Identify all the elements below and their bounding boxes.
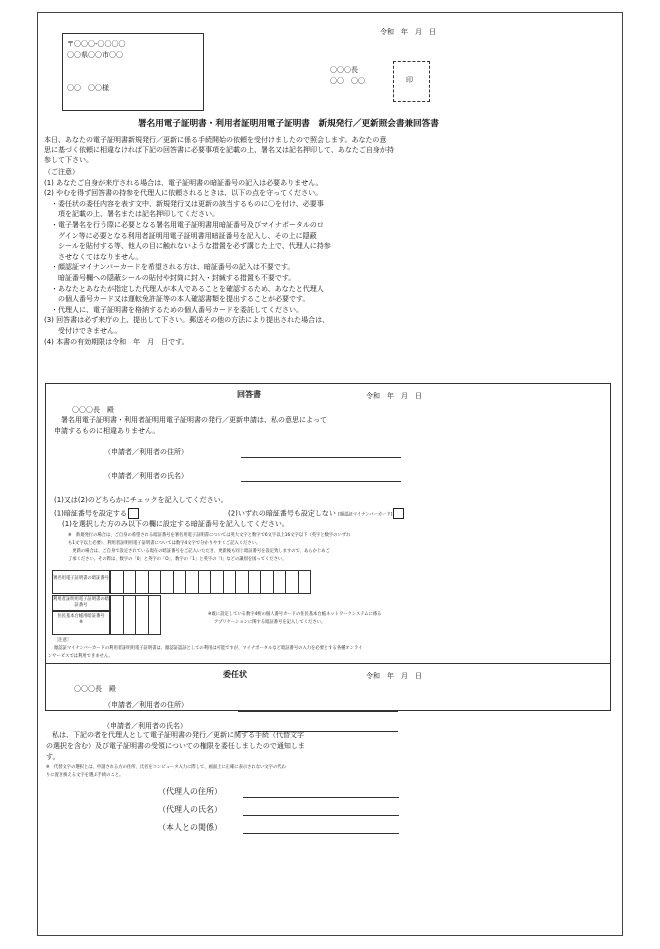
pin-digit-cell[interactable] xyxy=(148,595,162,635)
note-line: の個人番号カード又は運転免許証等の本人確認書類を提出することが必要です。 xyxy=(44,295,310,304)
intro-line: 参して下さい。 xyxy=(44,156,93,164)
pin-label-user-text: 利用者証明用電子証明書の暗証番号 xyxy=(53,597,109,608)
delegation-body-line: の選択を含む）及び電子証明書の受領についての権限を委任しましたので通知しま xyxy=(46,742,305,750)
pin-instruction: (1)を選択した方のみ以下の欄に設定する暗証番号を記入してください。 xyxy=(62,520,289,528)
pin-label-resident-mark: ※ xyxy=(79,620,83,625)
option-no-pin-checkbox[interactable] xyxy=(393,508,404,519)
note-line: ・委任状の委任内容を表す文中、新規発行又は更新の該当するものに〇を付け、必要事 xyxy=(44,199,324,208)
recipient-address-box xyxy=(62,33,204,111)
pin-label-resident xyxy=(52,611,110,635)
note-line: ・電子署名を行う際に必要となる署名用電子証明書用暗証番号及びマイナポータルのロ xyxy=(44,221,324,229)
pin-digit-cell[interactable] xyxy=(160,570,174,594)
check-instruction: (1)又は(2)のどちらかにチェックを記入してください。 xyxy=(54,496,228,504)
pin-note-line: ※ 新規発行の場合は、ご自身の希望される暗証番号を署名用電子証明書については英大文字と数字で6文字以上16文字以下（英字と数字のいずれ xyxy=(68,533,351,538)
answer-title: 回答書 xyxy=(237,390,261,399)
note-line: ・あなたとあなたが指定した代理人が本人であることを確認するため、あなたと代理人 xyxy=(44,284,324,293)
note-line: ・代理人に、電子証明書を格納するための個人番号カードを委託してください。 xyxy=(44,305,303,314)
pin-note-line: 了承ください。その際は、数字の「0」と英字の「O」、数字の「1」と英字の「I」などの識別を図ってください。 xyxy=(68,557,287,562)
agent-name-field[interactable] xyxy=(243,815,399,816)
pin-digit-cell[interactable] xyxy=(198,570,212,594)
applicant-address-label: （申請者／利用者の住所） xyxy=(104,448,188,456)
option-set-pin[interactable] xyxy=(54,508,140,519)
delegation-name-label: （申請者／利用者の氏名） xyxy=(103,722,187,730)
grid-note-line: ※既に設定している数字4桁の個人番号カードの住民基本台帳ネットワークシステムに係る xyxy=(208,612,382,617)
agent-name-label: （代理人の氏名） xyxy=(158,805,222,814)
delegation-note-line: ※ 代替文字の選択とは、申請される方の住所、氏名をコンピュータ入力に際して、画面上に正確に表示されない文字の代わ xyxy=(46,765,286,770)
pin-digit-cell[interactable] xyxy=(173,570,187,594)
applicant-address-field[interactable] xyxy=(241,457,401,458)
pin-digit-cell[interactable] xyxy=(248,570,262,594)
pin-note-line: 更新の場合は、ご自身で設定されている現在の暗証番号をご記入いただき、更新後も同じ暗証番号を設定致しますので、あらかじめご xyxy=(68,549,330,554)
note-line: 受付けできません。 xyxy=(44,327,122,335)
pin-note-line: も1文字以上必要）、利用者証明用電子証明書については数字4文字で分かりやすくご記入ください。 xyxy=(68,541,261,546)
relation-field[interactable] xyxy=(243,833,399,834)
applicant-name-field[interactable] xyxy=(241,481,401,482)
agent-address-label: （代理人の住所） xyxy=(158,787,222,796)
pin-digit-cell[interactable] xyxy=(260,570,274,594)
delegation-note-line: りに置き換える文字を選ぶ手続のこと。 xyxy=(46,773,124,778)
pin-digit-cell[interactable] xyxy=(148,570,162,594)
sender-title: 〇〇〇長 xyxy=(330,66,358,74)
option-no-pin-note: [顔認証マイナンバーカード] xyxy=(338,512,393,518)
answer-section xyxy=(45,383,611,711)
section-divider xyxy=(46,663,610,664)
grid-note-line: アプリケーションに関する暗証番号を記入してください。 xyxy=(214,620,326,625)
pin-label-user xyxy=(52,595,110,611)
note-line: (4) 本書の有効期限は令和 年 月 日です。 xyxy=(44,337,189,346)
answer-body-line: 署名用電子証明書・利用者証明用電子証明書の発行／更新申請は、私の意思によって xyxy=(54,416,327,424)
pin-digit-cell[interactable] xyxy=(123,595,137,635)
pin-digit-cell[interactable] xyxy=(298,570,312,594)
delegation-body-line: 私は、下記の者を代理人として電子証明書の発行／更新に関する手続（代替文字 xyxy=(52,731,304,739)
recipient-name: 〇〇 〇〇様 xyxy=(67,84,109,92)
note-line: ・顔認証マイナンバーカードを希望される方は、暗証番号の記入は不要です。 xyxy=(44,263,295,272)
caution-line: ンサービスでは利用できません。 xyxy=(48,654,113,659)
note-line: （ご注意） xyxy=(44,168,79,176)
note-line: グイン等に必要となる利用者証明用電子証明書用暗証番号を記入し、その上に隠蔽 xyxy=(44,231,317,240)
delegation-address-field[interactable] xyxy=(238,711,398,712)
note-line: (1) あなたご自身が来庁される場合は、電子証明書の暗証番号の記入は必要ありません。 xyxy=(44,178,323,187)
intro-line: 本日、あなたの電子証明書新規発行／更新に係る手続開始の依頼を受付けましたので照会します。あなたの意 xyxy=(44,136,387,144)
pin-digit-cell[interactable] xyxy=(235,570,249,594)
pin-digit-cell[interactable] xyxy=(285,570,299,594)
pin-digit-cell[interactable] xyxy=(135,595,149,635)
pin-digit-cell[interactable] xyxy=(273,570,287,594)
pin-label-signature-text: 署名用電子証明書の暗証番号 xyxy=(53,576,109,581)
caution-line: 顔認証マイナンバーカードの利用者証明用電子証明書は、顔認証認証としての利用は可能ですが、マイナポータルなど暗証番号の入力を必要とする各種オンライ xyxy=(54,646,363,651)
delegation-date: 令和 年 月 日 xyxy=(366,672,422,680)
note-line: 暗証番号欄への隠蔽シールの貼付や封筒に封入・封緘する措置も不要です。 xyxy=(44,274,296,282)
note-line: シールを貼付する等、他人の目に触れないような措置を必ず講じた上で、代理人に持参 xyxy=(44,242,331,251)
applicant-name-label: （申請者／利用者の氏名） xyxy=(104,472,188,480)
answer-to: 〇〇〇長 殿 xyxy=(72,406,114,414)
pin-digit-cell[interactable] xyxy=(223,570,237,594)
seal-box xyxy=(393,61,430,102)
agent-address-field[interactable] xyxy=(243,797,399,798)
pin-digit-cell[interactable] xyxy=(123,570,137,594)
date-line: 令和 年 月 日 xyxy=(380,28,436,36)
pin-digit-cell[interactable] xyxy=(210,570,224,594)
document-page xyxy=(37,12,623,936)
intro-line: 思に基づく依頼に相違なければ下記の回答書に必要事項を記載の上、署名又は記名押印して、あなたご自身が持 xyxy=(44,146,394,154)
answer-date: 令和 年 月 日 xyxy=(366,392,422,400)
option-no-pin[interactable] xyxy=(228,508,405,519)
pin-digit-cell[interactable] xyxy=(110,570,124,594)
option-set-pin-checkbox[interactable] xyxy=(128,508,139,519)
option-no-pin-label: (2)いずれの暗証番号も設定しない xyxy=(228,509,336,518)
note-line: 項を記載の上、署名または記名押印してください。 xyxy=(44,210,219,219)
note-line: させなくてはなりません。 xyxy=(44,252,143,261)
pin-digit-cell[interactable] xyxy=(110,595,124,635)
seal-label: 印 xyxy=(406,76,413,84)
delegation-address-label: （申請者／利用者の住所） xyxy=(104,701,188,709)
main-title: 署名用電子証明書・利用者証明用電子証明書 新規発行／更新照会書兼回答書 xyxy=(138,119,439,129)
recipient-address: 〇〇県〇〇市〇〇 xyxy=(67,51,123,59)
relation-label: （本人との関係） xyxy=(158,823,222,832)
option-set-pin-label: (1)暗証番号を設定する xyxy=(54,509,127,518)
delegation-body-line: す。 xyxy=(46,753,60,761)
pin-digit-cell[interactable] xyxy=(185,570,199,594)
pin-digit-cell[interactable] xyxy=(135,570,149,594)
note-line: (2) やむを得ず回答書の持参を代理人に依頼されるときは、以下の点を守ってください。 xyxy=(44,189,323,198)
delegation-to: 〇〇〇長 殿 xyxy=(74,685,116,693)
note-line: (3) 回答書は必ず来庁の上、提出して下さい。郵送その他の方法により提出された場合は、 xyxy=(44,316,330,325)
caution-head: ［注意］ xyxy=(54,638,72,643)
pin-label-signature xyxy=(52,570,110,594)
answer-body-line: 申請するものに相違ありません。 xyxy=(54,427,160,435)
delegation-title: 委任状 xyxy=(223,670,247,679)
pin-label-resident-text: 住民基本台帳用暗証番号 xyxy=(57,614,105,619)
sender-name: 〇〇 〇〇 xyxy=(330,77,365,85)
recipient-postal: 〒〇〇〇-〇〇〇〇 xyxy=(67,40,126,48)
